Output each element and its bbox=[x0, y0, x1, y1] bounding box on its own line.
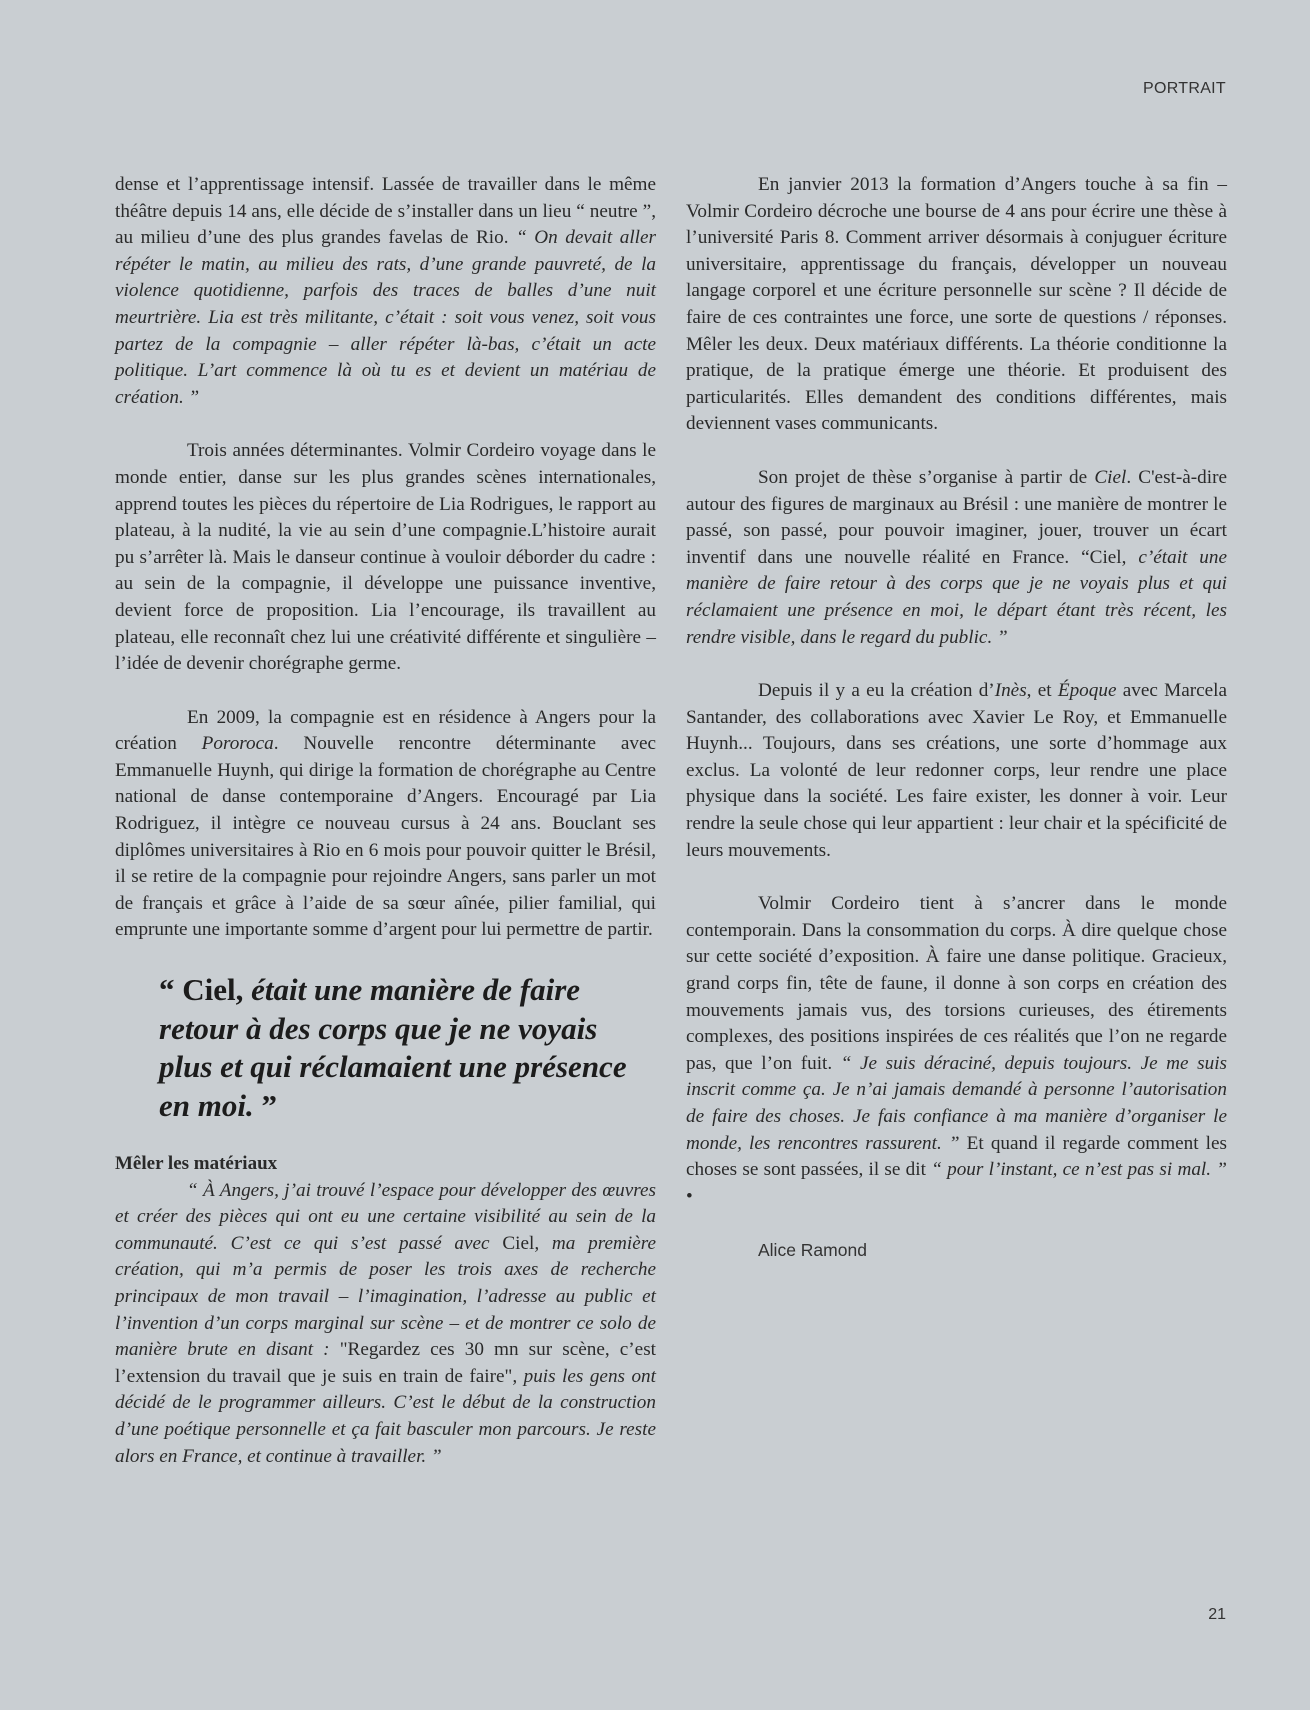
subheading: Mêler les matériaux bbox=[115, 1153, 278, 1175]
author-signature: Alice Ramond bbox=[758, 1240, 867, 1261]
quote-favela: “ On devait aller répéter le matin, au milieu des rats, d’une grande pauvreté, de la violence quotidienne, parfois des traces de balles d’une nuit meurtrière. Lia est très militante, c’était : soit vous venez, soit vous partez de la compagnie – aller répéter là-bas, c’était un acte politique. L’art commence là où tu es et devient un matériau de création. ” bbox=[115, 227, 656, 408]
paragraph-monde-contemporain: Volmir Cordeiro tient à s’ancrer dans le monde contemporain. Dans la consommation du corps. À dire quelque chose sur cette société d’exposition. À faire une danse politique. Gracieux, grand corps fin, tête de faune, il donne à son corps en création des mouvements jamais vus, des torsions curieuses, des étirements complexes, des positions inspirées de ces réalités que l’on ne regarde pas, que l’on fuit. “ Je suis déraciné, depuis toujours. Je me suis inscrit comme ça. Je n’ai jamais demandé à personne l’autorisation de faire des choses. Je fais confiance à ma manière d’organiser le monde, les rencontres rassurent. ” Et quand il regarde comment les choses se sont passées, il se dit “ pour l’instant, ce n’est pas si mal. ” • bbox=[686, 893, 1227, 1207]
paragraph-angers-2009: En 2009, la compagnie est en résidence à Angers pour la création Pororoca. Nouvelle rencontre déterminante avec Emmanuelle Huynh, qui dirige la formation de chorégraphe au Centre national de danse contemporaine d’Angers. Encouragé par Lia Rodriguez, il intègre ce nouveau cursus à 24 ans. Bouclant ses diplômes universitaires à Rio en 6 mois pour pouvoir quitter le Brésil, il se retire de la compagnie pour rejoindre Angers, sans parler un mot de français et grâce à l’aide de sa sœur aînée, pilier familial, qui emprunte une importante somme d’argent pour lui permettre de partir. bbox=[115, 706, 656, 941]
paragraph-trois-annees: Trois années déterminantes. Volmir Cordeiro voyage dans le monde entier, danse sur les plus grandes scènes internationales, apprend toutes les pièces du répertoire de Lia Rodrigues, le rapport au plateau, à la nudité, la vie au sein d’une compagnie.L’histoire aurait pu s’arrêter là. Mais le danseur continue à vouloir déborder du cadre : au sein de la compagnie, il développe une puissance inventive, devient force de proposition. Lia l’encourage, ils travaillent au plateau, elle reconnaît chez lui une créativité différente et singulière – l’idée de devenir chorégraphe germe. bbox=[115, 440, 656, 675]
section-header: PORTRAIT bbox=[1142, 80, 1226, 97]
paragraph-projet-these: Son projet de thèse s’organise à partir de Ciel. C'est-à-dire autour des figures de marginaux au Brésil : une manière de montrer le passé, son passé, pour pouvoir imaginer, jouer, trouver un écart inventif dans une nouvelle réalité en France. “Ciel, c’était une manière de faire retour à des corps que je ne voyais plus et qui réclamaient une présence en moi, le départ étant très récent, les rendre visible, dans le regard du public. ” bbox=[686, 466, 1227, 648]
paragraph-janvier-2013: En janvier 2013 la formation d’Angers touche à sa fin – Volmir Cordeiro décroche une bourse de 4 ans pour écrire une thèse à l’université Paris 8. Comment arriver désormais à conjuguer écriture universitaire, apprentissage du français, développer un nouveau langage corporel et une écriture personnelle sur scène ? Il décide de faire de ces contraintes une force, une sorte de questions / réponses. Mêler les deux. Deux matériaux différents. La théorie conditionne la pratique, de la pratique émerge une théorie. Et produisent des particularités. Elles demandent des conditions différentes, mais deviennent vases communicants. bbox=[686, 174, 1227, 435]
page-number: 21 bbox=[1208, 1606, 1226, 1623]
right-column bbox=[686, 172, 1227, 1264]
paragraph-favela: dense et l’apprentissage intensif. Lassée de travailler dans le même théâtre depuis 14 ans, elle décide de s’installer dans un lieu “ neutre ”, au milieu d’une des plus grandes favelas de Rio. “ On devait aller répéter le matin, au milieu des rats, d’une grande pauvreté, de la violence quotidienne, parfois des traces de balles d’une nuit meurtrière. Lia est très militante, c’était : soit vous venez, soit vous partez de la compagnie – aller répéter là-bas, c’était un acte politique. L’art commence là où tu es et devient un matériau de création. ” bbox=[115, 174, 656, 408]
pull-quote: “ Ciel, était une manière de faire retour à des corps que je ne voyais plus et qui réclamaient une présence en moi. ” bbox=[159, 972, 627, 1123]
paragraph-quote-angers: “ À Angers, j’ai trouvé l’espace pour développer des œuvres et créer des pièces qui ont eu une certaine visibilité au sein de la communauté. C’est ce qui s’est passé avec Ciel, ma première création, qui m’a permis de poser les trois axes de recherche principaux de mon travail – l’imagination, l’adresse au public et l’invention d’un corps marginal sur scène – et de montrer ce solo de manière brute en disant : "Regardez ces 30 mn sur scène, c’est l’extension du travail que je suis en train de faire", puis les gens ont décidé de le programmer ailleurs. C’est le début de la construction d’une poétique personnelle et ça fait basculer mon parcours. Je reste alors en France, et continue à travailler. ” bbox=[115, 1179, 657, 1467]
paragraph-creations: Depuis il y a eu la création d’Inès, et Époque avec Marcela Santander, des collaborations avec Xavier Le Roy, et Emmanuelle Huynh... Toujours, dans ses créations, une sorte d’hommage aux exclus. La volonté de leur redonner corps, leur rendre une place physique dans la société. Les faire exister, les donner à voir. Leur rendre la seule chose qui leur appartient : leur chair et la spécificité de leurs mouvements. bbox=[686, 680, 1227, 861]
left-column bbox=[115, 172, 656, 1497]
end-bullet: • bbox=[686, 1185, 693, 1207]
